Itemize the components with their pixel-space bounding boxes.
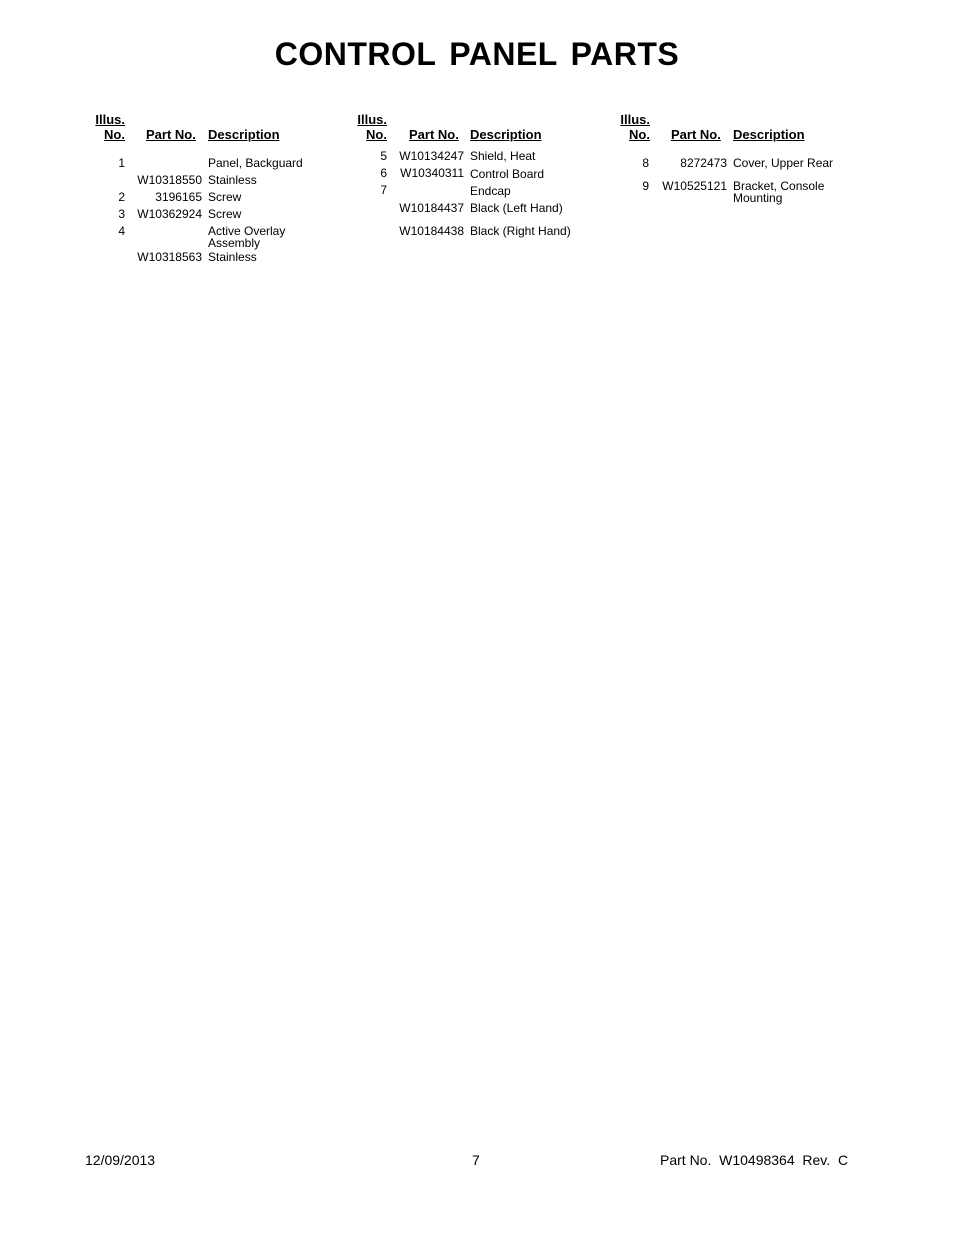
description-header: Description <box>208 127 280 142</box>
part-no-header: Part No. <box>671 127 721 142</box>
illus-number: 4 <box>118 224 125 238</box>
part-number: W10184438 <box>399 224 464 238</box>
illus-header-line1: Illus. <box>620 112 650 127</box>
parts-column-1 <box>0 0 320 300</box>
part-number: 3196165 <box>155 190 202 204</box>
part-description: Active Overlay Assembly <box>208 224 286 250</box>
illus-header-line2: No. <box>104 127 125 142</box>
illus-header-line1: Illus. <box>357 112 387 127</box>
description-header: Description <box>470 127 542 142</box>
illus-header-line2: No. <box>366 127 387 142</box>
page-title: CONTROL PANEL PARTS <box>274 36 680 72</box>
part-number: W10318550 <box>137 173 202 187</box>
illus-number: 3 <box>118 207 125 221</box>
part-description: Stainless <box>208 250 257 264</box>
part-description: Bracket, Console Mounting <box>733 179 825 205</box>
illus-header-line2: No. <box>629 127 650 142</box>
part-description: Control Board <box>470 167 545 181</box>
illus-number: 9 <box>642 179 649 193</box>
illus-number: 6 <box>380 166 387 180</box>
part-description: Panel, Backguard <box>208 156 303 170</box>
parts-column-2 <box>320 0 600 300</box>
part-no-header: Part No. <box>146 127 196 142</box>
parts-column-3 <box>600 0 900 300</box>
part-description: Shield, Heat <box>470 149 536 163</box>
part-number: 8272473 <box>680 156 727 170</box>
illus-number: 8 <box>642 156 649 170</box>
part-description: Black (Left Hand) <box>470 201 563 215</box>
part-number: W10362924 <box>137 207 202 221</box>
part-description: Cover, Upper Rear <box>733 156 834 170</box>
illus-number: 7 <box>380 183 387 197</box>
part-number: W10340311 <box>400 166 464 180</box>
part-number: W10525121 <box>662 179 727 193</box>
part-no-header: Part No. <box>409 127 459 142</box>
part-number: W10134247 <box>399 149 464 163</box>
illus-header-line1: Illus. <box>95 112 125 127</box>
illus-number: 5 <box>380 149 387 163</box>
footer-page-number: 7 <box>472 1152 480 1168</box>
part-description: Black (Right Hand) <box>470 224 571 238</box>
description-header: Description <box>733 127 805 142</box>
illus-number: 1 <box>118 156 125 170</box>
footer-date: 12/09/2013 <box>85 1152 156 1168</box>
part-description: Endcap <box>470 184 511 198</box>
illus-number: 2 <box>118 190 125 204</box>
part-number: W10184437 <box>399 201 464 215</box>
part-description: Screw <box>208 207 242 221</box>
part-number: W10318563 <box>137 250 202 264</box>
footer-part-number: Part No. W10498364 Rev. C <box>660 1152 849 1168</box>
part-description: Stainless <box>208 173 257 187</box>
part-description: Screw <box>208 190 242 204</box>
